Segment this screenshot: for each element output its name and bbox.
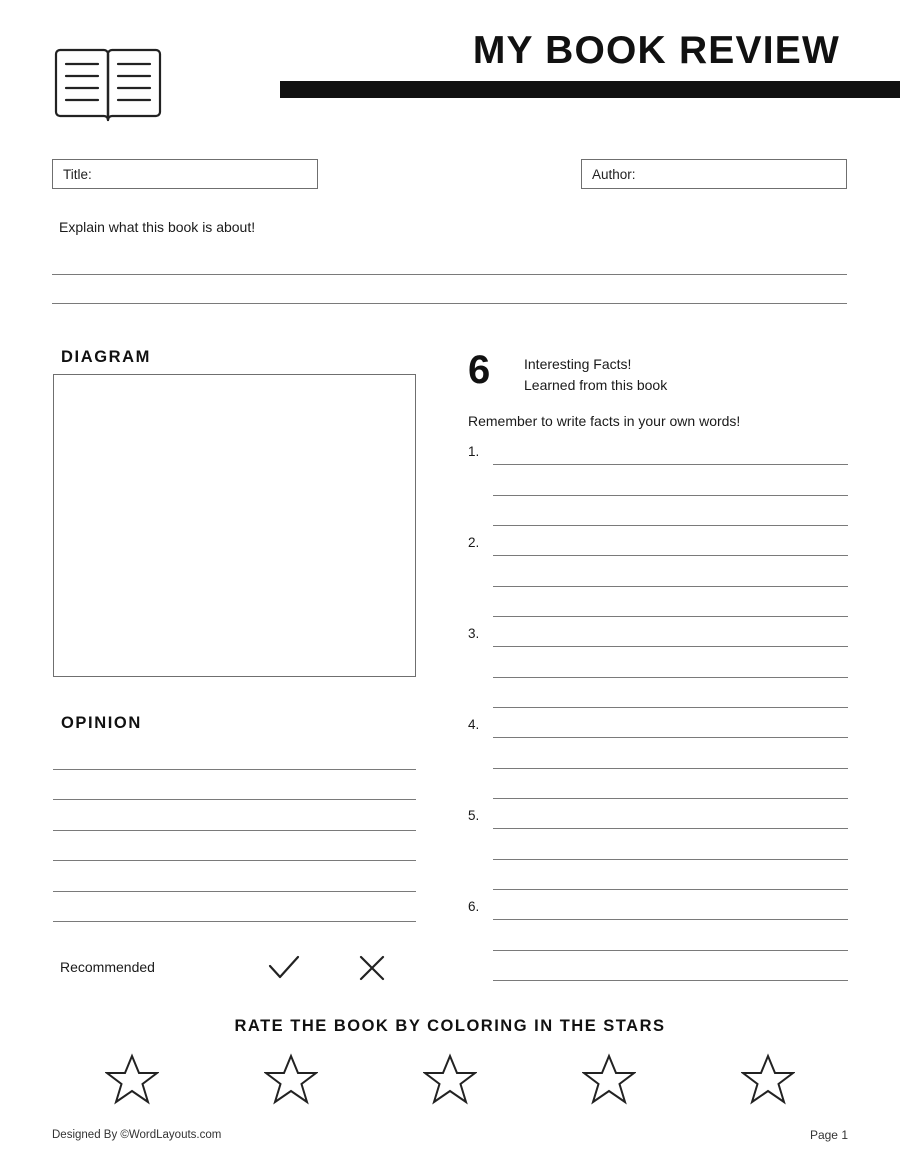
title-input[interactable]	[52, 159, 318, 189]
fact-writing-line[interactable]	[493, 919, 848, 920]
footer-credit: Designed By ©WordLayouts.com	[52, 1129, 222, 1141]
author-label: Author:	[592, 166, 636, 182]
fact-writing-line[interactable]	[493, 525, 848, 526]
fact-writing-line[interactable]	[493, 495, 848, 496]
fact-writing-line[interactable]	[493, 980, 848, 981]
star-icon[interactable]	[741, 1053, 795, 1105]
title-underbar	[280, 81, 900, 98]
footer-page-number: Page 1	[809, 1128, 848, 1142]
opinion-writing-line[interactable]	[53, 830, 416, 831]
opinion-writing-line[interactable]	[53, 921, 416, 922]
page-title: MY BOOK REVIEW	[472, 29, 840, 72]
title-block	[280, 30, 900, 98]
author-input[interactable]	[581, 159, 847, 189]
fact-writing-line[interactable]	[493, 828, 848, 829]
fact-number: 6.	[468, 899, 480, 914]
star-icon[interactable]	[582, 1053, 636, 1105]
explain-writing-line[interactable]	[52, 274, 847, 275]
fact-number: 4.	[468, 717, 480, 732]
fact-writing-line[interactable]	[493, 889, 848, 890]
rating-heading: RATE THE BOOK BY COLORING IN THE STARS	[234, 1017, 666, 1035]
recommended-label: Recommended	[60, 959, 155, 975]
fact-writing-line[interactable]	[493, 859, 848, 860]
fact-writing-line[interactable]	[493, 798, 848, 799]
fact-writing-line[interactable]	[493, 707, 848, 708]
facts-note: Remember to write facts in your own words!	[468, 413, 741, 429]
opinion-writing-line[interactable]	[53, 769, 416, 770]
page-header	[52, 30, 900, 130]
check-icon[interactable]	[267, 953, 301, 983]
open-book-icon	[52, 38, 164, 128]
fact-writing-line[interactable]	[493, 737, 848, 738]
explain-prompt: Explain what this book is about!	[59, 219, 256, 235]
fact-writing-line[interactable]	[493, 768, 848, 769]
cross-icon[interactable]	[357, 953, 387, 983]
fact-number: 5.	[468, 808, 480, 823]
recommended-row	[60, 955, 420, 985]
opinion-writing-line[interactable]	[53, 891, 416, 892]
fact-writing-line[interactable]	[493, 677, 848, 678]
title-label: Title:	[63, 166, 92, 182]
facts-count: 6	[468, 348, 491, 392]
star-icon[interactable]	[264, 1053, 318, 1105]
fact-number: 1.	[468, 444, 480, 459]
explain-writing-line[interactable]	[52, 303, 847, 304]
fact-number: 3.	[468, 626, 480, 641]
facts-title-line-2: Learned from this book	[524, 377, 668, 393]
facts-title-line-1: Interesting Facts!	[524, 356, 632, 372]
opinion-heading: OPINION	[61, 714, 142, 732]
diagram-heading: DIAGRAM	[61, 348, 152, 366]
fact-writing-line[interactable]	[493, 646, 848, 647]
star-icon[interactable]	[423, 1053, 477, 1105]
fact-number: 2.	[468, 535, 480, 550]
opinion-writing-line[interactable]	[53, 860, 416, 861]
star-icon[interactable]	[105, 1053, 159, 1105]
fact-writing-line[interactable]	[493, 464, 848, 465]
fact-writing-line[interactable]	[493, 555, 848, 556]
fact-writing-line[interactable]	[493, 586, 848, 587]
star-rating	[52, 1048, 848, 1110]
opinion-writing-line[interactable]	[53, 799, 416, 800]
fact-writing-line[interactable]	[493, 950, 848, 951]
fact-writing-line[interactable]	[493, 616, 848, 617]
diagram-drawing-area[interactable]	[53, 374, 416, 677]
facts-title	[524, 354, 667, 396]
